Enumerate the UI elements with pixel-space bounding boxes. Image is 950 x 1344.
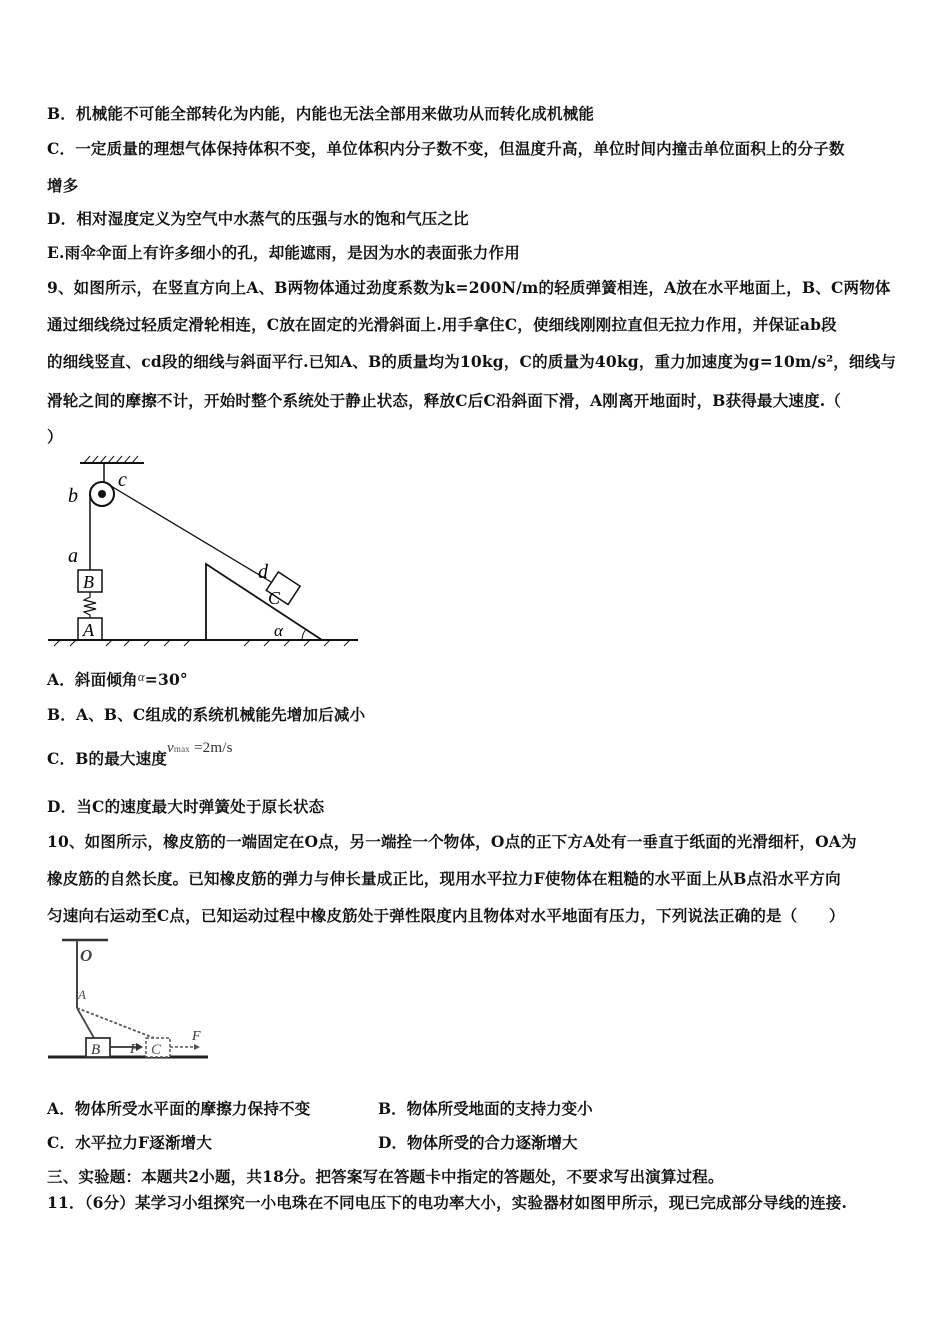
q9-stem-line5: ） <box>47 427 63 446</box>
q8-option-c-line2: 增多 <box>47 176 79 195</box>
q9-stem-line2: 通过细线绕过轻质定滑轮相连，C放在固定的光滑斜面上.用手拿住C，使细线刚刚拉直但无拉力作用，并保证ab段 <box>47 315 837 334</box>
formula-v: v <box>167 740 174 756</box>
label-block-b: B <box>91 1042 101 1058</box>
alpha-symbol: α <box>137 669 145 684</box>
q8-option-d: D．相对湿度定义为空气中水蒸气的压强与水的饱和气压之比 <box>47 209 469 228</box>
formula-sub: max <box>173 744 191 754</box>
q9-option-c-prefix: C．B的最大速度 <box>47 749 168 768</box>
label-alpha: α <box>274 621 283 640</box>
q9-figure-pulley-incline <box>44 452 364 652</box>
label-a: a <box>68 545 78 567</box>
q10-option-a: A．物体所受水平面的摩擦力保持不变 <box>47 1099 311 1118</box>
formula-value: =2m/s <box>193 740 233 756</box>
q10-option-d: D．物体所受的合力逐渐增大 <box>378 1133 578 1152</box>
label-d: d <box>258 561 268 583</box>
section3-header: 三、实验题：本题共2小题，共18分。把答案写在答题卡中指定的答题处，不要求写出演算过程。 <box>47 1167 724 1186</box>
v-max-formula <box>167 740 233 756</box>
q8-option-b: B．机械能不可能全部转化为内能，内能也无法全部用来做功从而转化成机械能 <box>47 104 595 123</box>
label-block-b: B <box>83 572 94 592</box>
q10-stem-line2: 橡皮筋的自然长度。已知橡皮筋的弹力与伸长量成正比，现用水平拉力F使物体在粗糙的水平面上从B点沿水平方向 <box>47 869 841 888</box>
q9-option-d: D．当C的速度最大时弹簧处于原长状态 <box>47 797 325 816</box>
q9-option-a <box>47 668 188 690</box>
q9-option-b: B．A、B、C组成的系统机械能先增加后减小 <box>47 705 366 724</box>
q9-stem-line4: 滑轮之间的摩擦不计，开始时整个系统处于静止状态，释放C后C沿斜面下滑，A刚离开地面时，B获得最大速度.（ <box>47 391 842 410</box>
q10-option-b: B．物体所受地面的支持力变小 <box>378 1099 593 1118</box>
label-o: O <box>80 946 93 965</box>
label-b: b <box>68 485 78 507</box>
label-block-a: A <box>83 620 94 640</box>
q9-option-a-value: =30° <box>144 670 188 689</box>
q9-stem-line1: 9、如图所示，在竖直方向上A、B两物体通过劲度系数为k=200N/m的轻质弹簧相连，A放在水平地面上，B、C两物体 <box>47 278 891 297</box>
label-f2: F <box>192 1029 201 1044</box>
label-block-c: C <box>268 588 281 608</box>
q10-figure-rubber-band <box>44 934 224 1064</box>
q9-option-a-prefix: A．斜面倾角 <box>47 670 138 689</box>
q11-stem: 11．（6分）某学习小组探究一小电珠在不同电压下的电功率大小，实验器材如图甲所示，现已完成部分导线的连接. <box>47 1193 848 1212</box>
q8-option-e: E.雨伞伞面上有许多细小的孔，却能遮雨，是因为水的表面张力作用 <box>47 243 520 262</box>
q10-stem-line1: 10、如图所示，橡皮筋的一端固定在O点，另一端拴一个物体，O点的正下方A处有一垂直于纸面的光滑细杆，OA为 <box>47 832 857 851</box>
label-block-c: C <box>151 1042 162 1058</box>
label-f1: F <box>130 1042 139 1057</box>
q10-stem-line3: 匀速向右运动至C点，已知运动过程中橡皮筋处于弹性限度内且物体对水平地面有压力，下列说法正确的是（ ） <box>47 906 845 925</box>
q9-option-c <box>47 737 233 769</box>
q8-option-c-line1: C．一定质量的理想气体保持体积不变，单位体积内分子数不变，但温度升高，单位时间内撞击单位面积上的分子数 <box>47 139 845 158</box>
q10-option-c: C．水平拉力F逐渐增大 <box>47 1133 213 1152</box>
q9-stem-line3: 的细线竖直、cd段的细线与斜面平行.已知A、B的质量均为10kg，C的质量为40kg，重力加速度为g=10m/s²，细线与 <box>47 352 897 371</box>
label-c: c <box>118 469 127 491</box>
label-a: A <box>78 987 86 1002</box>
